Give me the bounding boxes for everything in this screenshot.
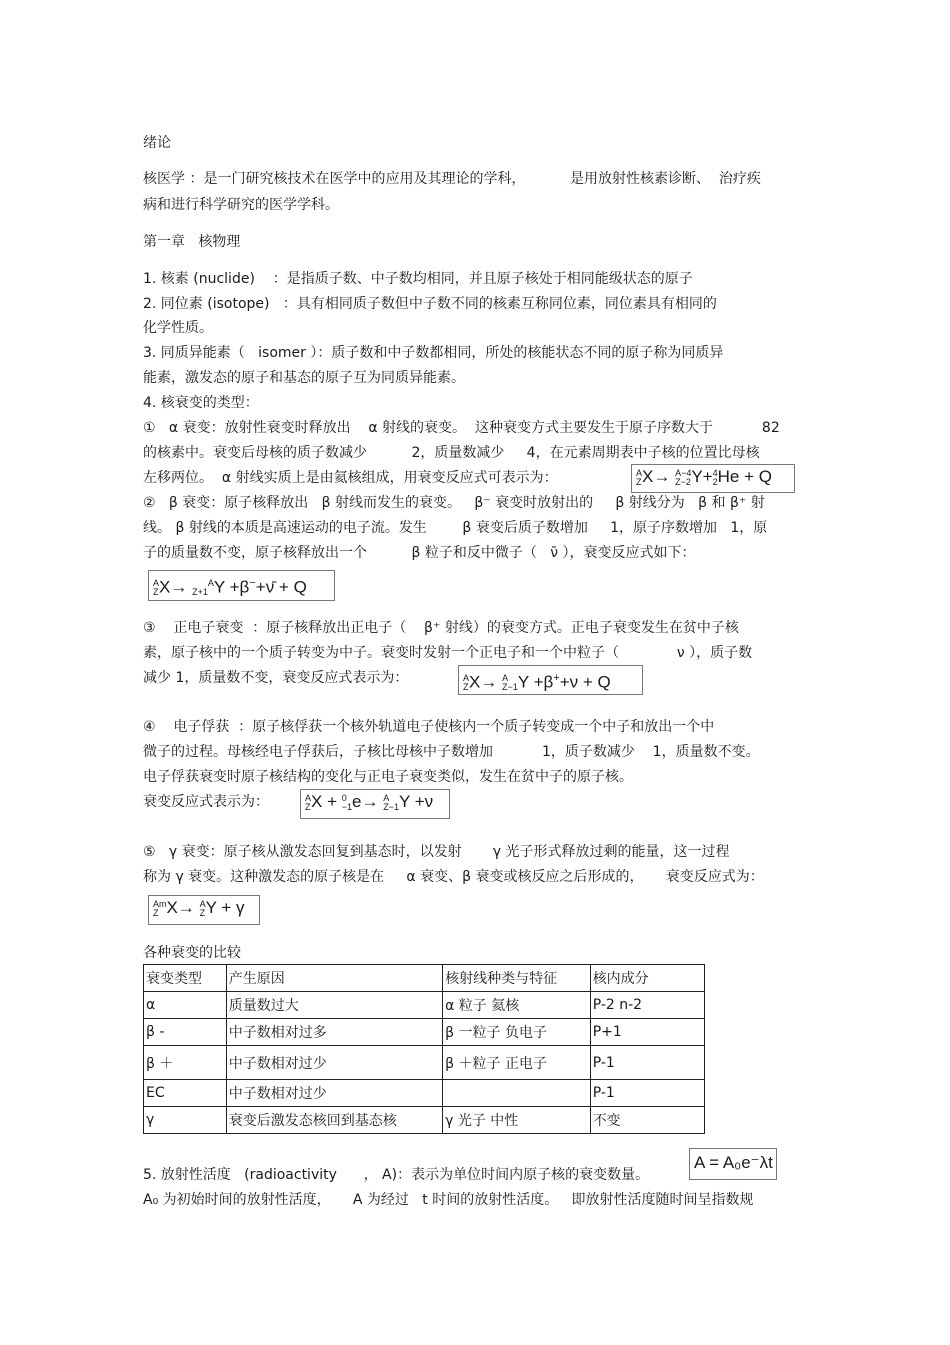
cell: P-2 n-2 — [590, 992, 704, 1019]
table-row — [144, 1107, 705, 1134]
item-decay-types: 4. 核衰变的类型： — [143, 395, 259, 411]
header-cause: 产生原因 — [226, 965, 442, 992]
beta-minus-formula: A Z X→ Z+1 A Y +β−+ν̄ + Q — [148, 570, 335, 601]
cell: γ 光子 中性 — [443, 1107, 591, 1134]
item-isotope: 2. 同位素 (isotope) ：具有相同质子数但中子数不同的核素互称同位素，同位素具有相同的 — [143, 296, 717, 312]
cell: EC — [144, 1080, 227, 1107]
cell: β - — [144, 1019, 227, 1046]
cell: P-1 — [590, 1080, 704, 1107]
activity-formula: A = A₀e⁻λt — [689, 1148, 777, 1180]
gamma-formula: Am Z X→ A Z Y + γ — [148, 895, 260, 925]
cell: α — [144, 992, 227, 1019]
cell: 衰变后激发态核回到基态核 — [226, 1107, 442, 1134]
beta-minus-line1: ② β 衰变：原子核释放出 β 射线而发生的衰变。 β⁻ 衰变时放射出的 β 射线分为 β 和 β⁺ 射 — [143, 495, 765, 511]
cell: P+1 — [590, 1019, 704, 1046]
electron-capture-formula: A Z X + 0 −1 e→ A Z−1 Y +ν — [300, 789, 450, 819]
header-composition: 核内成分 — [590, 965, 704, 992]
item-nuclide: 1. 核素 (nuclide) ：是指质子数、中子数均相同，并且原子核处于相同能级状态的原子 — [143, 271, 693, 287]
intro-heading: 绪论 — [143, 135, 171, 151]
cell: 中子数相对过多 — [226, 1019, 442, 1046]
item-isotope-cont: 化学性质。 — [143, 320, 213, 336]
beta-minus-line2: 线。 β 射线的本质是高速运动的电子流。发生 β 衰变后质子数增加 1，原子序数增加 1，原 — [143, 520, 768, 536]
table-header-row — [144, 965, 705, 992]
cell: 质量数过大 — [226, 992, 442, 1019]
ec-line1: ④ 电子俘获 ：原子核俘获一个核外轨道电子使核内一个质子转变成一个中子和放出一个中 — [143, 719, 715, 735]
ec-line3: 电子俘获衰变时原子核结构的变化与正电子衰变类似，发生在贫中子的原子核。 — [143, 769, 633, 785]
beta-minus-line3: 子的质量数不变，原子核释放出一个 β 粒子和反中微子（ ν̄ ），衰变反应式如下： — [143, 545, 696, 561]
gamma-line2: 称为 γ 衰变。这种激发态的原子核是在 α 衰变、β 衰变或核反应之后形成的， 衰变反应式为： — [143, 869, 764, 885]
positron-line1: ③ 正电子衰变 ：原子核释放出正电子（ β⁺ 射线）的衰变方式。正电子衰变发生在贫中子核 — [143, 620, 739, 636]
cell — [443, 1080, 591, 1107]
alpha-decay-formula: A Z X→ A−4 Z−2 Y+ 4 2 He + Q — [631, 464, 795, 493]
positron-formula: A Z X→ A Z−1 Y +β++ν + Q — [458, 665, 643, 695]
header-decay-type: 衰变类型 — [144, 965, 227, 992]
comparison-caption: 各种衰变的比较 — [143, 945, 241, 961]
activity-line2: A₀ 为初始时间的放射性活度， A 为经过 t 时间的放射性活度。 即放射性活度随时间呈指数规 — [143, 1192, 754, 1208]
cell: P-1 — [590, 1046, 704, 1080]
cell: β ＋粒子 正电子 — [443, 1046, 591, 1080]
activity-line1: 5. 放射性活度 (radioactivity ， A)：表示为单位时间内原子核的衰变数量。 — [143, 1167, 650, 1183]
ec-line4: 衰变反应式表示为： — [143, 794, 269, 810]
table-row — [144, 1019, 705, 1046]
alpha-line2: 的核素中。衰变后母核的质子数减少 2，质量数减少 4，在元素周期表中子核的位置比母核 — [143, 445, 760, 461]
nuclear-medicine-definition-line2: 病和进行科学研究的医学学科。 — [143, 197, 339, 213]
nuclear-medicine-definition-line1: 核医学 ：是一门研究核技术在医学中的应用及其理论的学科， 是用放射性核素诊断、 治疗疾 — [143, 171, 761, 187]
header-ray-type: 核射线种类与特征 — [443, 965, 591, 992]
chapter-title: 第一章 核物理 — [143, 234, 241, 250]
cell: α 粒子 氦核 — [443, 992, 591, 1019]
item-isomer-cont: 能素，激发态的原子和基态的原子互为同质异能素。 — [143, 370, 465, 386]
cell: 中子数相对过少 — [226, 1080, 442, 1107]
table-row — [144, 1046, 705, 1080]
table-row — [144, 1080, 705, 1107]
item-isomer: 3. 同质异能素（ isomer ）：质子数和中子数都相同，所处的核能状态不同的原子称为同质异 — [143, 345, 724, 361]
cell: 中子数相对过少 — [226, 1046, 442, 1080]
cell: γ — [144, 1107, 227, 1134]
gamma-line1: ⑤ γ 衰变：原子核从激发态回复到基态时，以发射 γ 光子形式释放过剩的能量，这一过程 — [143, 844, 730, 860]
alpha-line3: 左移两位。 α 射线实质上是由氦核组成，用衰变反应式可表示为： — [143, 470, 558, 486]
cell: β 一粒子 负电子 — [443, 1019, 591, 1046]
alpha-line1: ① α 衰变：放射性衰变时释放出 α 射线的衰变。 这种衰变方式主要发生于原子序数大于 82 — [143, 420, 780, 436]
positron-line3: 减少 1，质量数不变，衰变反应式表示为： — [143, 670, 409, 686]
table-row — [144, 992, 705, 1019]
positron-line2: 素，原子核中的一个质子转变为中子。衰变时发射一个正电子和一个中粒子（ ν ），质子数 — [143, 645, 753, 661]
ec-line2: 微子的过程。母核经电子俘获后，子核比母核中子数增加 1，质子数减少 1，质量数不变。 — [143, 744, 760, 760]
cell: β ＋ — [144, 1046, 227, 1080]
decay-comparison-table — [143, 964, 705, 1134]
cell: 不变 — [590, 1107, 704, 1134]
